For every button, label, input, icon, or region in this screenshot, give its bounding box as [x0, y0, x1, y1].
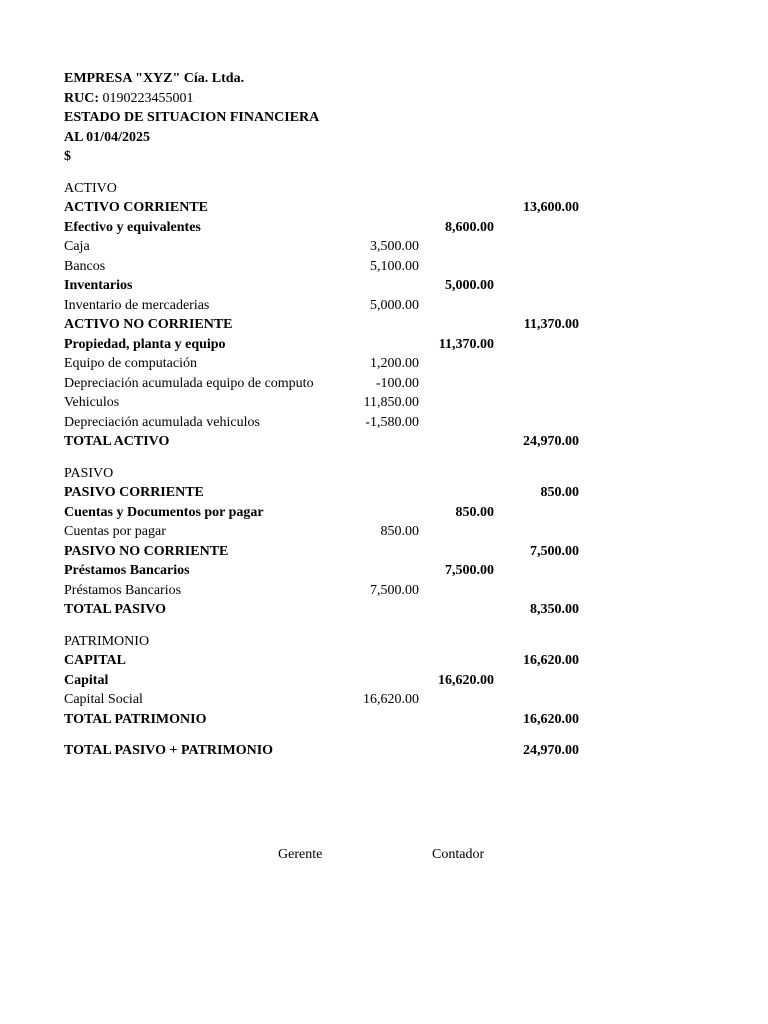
grand-total-row	[64, 741, 704, 761]
pasivo-rows	[64, 483, 704, 620]
row-label: Inventario de mercaderias	[64, 297, 210, 313]
statement-row	[64, 483, 704, 503]
detail-amount: 5,100.00	[370, 258, 419, 274]
subtotal-amount: 5,000.00	[445, 278, 494, 293]
detail-amount: 1,200.00	[370, 356, 419, 371]
statement-row	[64, 315, 704, 335]
spacer	[64, 452, 704, 464]
statement-row	[64, 690, 704, 710]
statement-row	[64, 671, 704, 691]
total-amount: 13,600.00	[523, 200, 579, 215]
grand-total-value: 24,970.00	[523, 743, 579, 758]
statement-date: AL 01/04/2025	[64, 129, 150, 145]
statement-row	[64, 600, 704, 620]
statement-row	[64, 503, 704, 523]
detail-amount: 3,500.00	[370, 239, 419, 254]
subtotal-amount: 8,600.00	[445, 219, 494, 235]
signature-area	[0, 846, 768, 866]
spacer	[64, 620, 704, 632]
detail-amount: 11,850.00	[363, 395, 419, 410]
total-amount: 16,620.00	[523, 711, 579, 727]
section-activo	[64, 179, 704, 452]
statement-row	[64, 393, 704, 413]
row-label: CAPITAL	[64, 653, 126, 668]
row-label: Inventarios	[64, 278, 133, 293]
statement-row	[64, 354, 704, 374]
statement-row	[64, 198, 704, 218]
subtotal-amount: 16,620.00	[438, 672, 494, 688]
row-label: Efectivo y equivalentes	[64, 219, 201, 235]
statement-row	[64, 237, 704, 257]
section-heading-patrimonio: PATRIMONIO	[64, 633, 150, 649]
statement-row	[64, 561, 704, 581]
total-amount: 16,620.00	[523, 653, 579, 668]
statement-row	[64, 257, 704, 277]
financial-statement	[64, 69, 704, 761]
row-label: Cuentas y Documentos por pagar	[64, 504, 264, 520]
section-pasivo	[64, 464, 704, 620]
statement-row	[64, 374, 704, 394]
activo-rows	[64, 198, 704, 452]
row-label: Equipo de computación	[64, 356, 197, 371]
detail-amount: -1,580.00	[365, 414, 419, 430]
ruc-label: RUC:	[64, 90, 99, 106]
detail-amount: 850.00	[380, 524, 419, 539]
row-label: PASIVO NO CORRIENTE	[64, 543, 229, 559]
section-heading-pasivo: PASIVO	[64, 465, 114, 481]
row-label: Depreciación acumulada vehiculos	[64, 414, 260, 430]
section-patrimonio	[64, 632, 704, 730]
subtotal-amount: 850.00	[455, 504, 494, 520]
spacer	[64, 167, 704, 179]
statement-row	[64, 432, 704, 452]
statement-row	[64, 522, 704, 542]
row-label: PASIVO CORRIENTE	[64, 485, 204, 500]
row-label: Vehiculos	[64, 395, 120, 410]
company-name: EMPRESA "XYZ" Cía. Ltda.	[64, 71, 245, 86]
statement-row	[64, 542, 704, 562]
detail-amount: 16,620.00	[363, 692, 419, 707]
statement-row	[64, 218, 704, 238]
total-amount: 24,970.00	[523, 434, 579, 449]
detail-amount: -100.00	[375, 375, 419, 391]
grand-total-label: TOTAL PASIVO + PATRIMONIO	[64, 743, 274, 758]
row-label: Cuentas por pagar	[64, 524, 166, 539]
statement-row	[64, 276, 704, 296]
statement-title: ESTADO DE SITUACION FINANCIERA	[64, 110, 320, 125]
ruc-value: 0190223455001	[102, 90, 194, 106]
currency-symbol: $	[64, 149, 71, 164]
row-label: Capital Social	[64, 692, 143, 707]
subtotal-amount: 11,370.00	[438, 336, 494, 352]
subtotal-amount: 7,500.00	[445, 563, 494, 578]
statement-row	[64, 710, 704, 730]
signature-gerente: Gerente	[278, 847, 323, 862]
statement-header	[64, 69, 704, 167]
statement-row	[64, 413, 704, 433]
row-label: Propiedad, planta y equipo	[64, 336, 226, 352]
row-label: TOTAL PASIVO	[64, 602, 167, 617]
section-heading-activo: ACTIVO	[64, 180, 117, 196]
total-amount: 7,500.00	[530, 543, 579, 559]
statement-row	[64, 296, 704, 316]
detail-amount: 5,000.00	[370, 297, 419, 313]
total-amount: 8,350.00	[530, 602, 579, 617]
detail-amount: 7,500.00	[370, 582, 419, 598]
row-label: Préstamos Bancarios	[64, 582, 182, 598]
statement-row	[64, 581, 704, 601]
row-label: Depreciación acumulada equipo de computo	[64, 375, 314, 391]
row-label: Capital	[64, 672, 109, 688]
statement-row	[64, 651, 704, 671]
row-label: Bancos	[64, 258, 106, 274]
row-label: ACTIVO NO CORRIENTE	[64, 317, 233, 332]
row-label: ACTIVO CORRIENTE	[64, 200, 209, 215]
spacer	[64, 729, 704, 741]
total-amount: 11,370.00	[523, 317, 579, 332]
signature-contador: Contador	[432, 847, 485, 862]
row-label: TOTAL ACTIVO	[64, 434, 170, 449]
row-label: Caja	[64, 239, 90, 254]
ruc-line	[64, 89, 704, 109]
patrimonio-rows	[64, 651, 704, 729]
row-label: TOTAL PATRIMONIO	[64, 711, 207, 727]
row-label: Préstamos Bancarios	[64, 563, 190, 578]
statement-row	[64, 335, 704, 355]
total-amount: 850.00	[540, 485, 579, 500]
